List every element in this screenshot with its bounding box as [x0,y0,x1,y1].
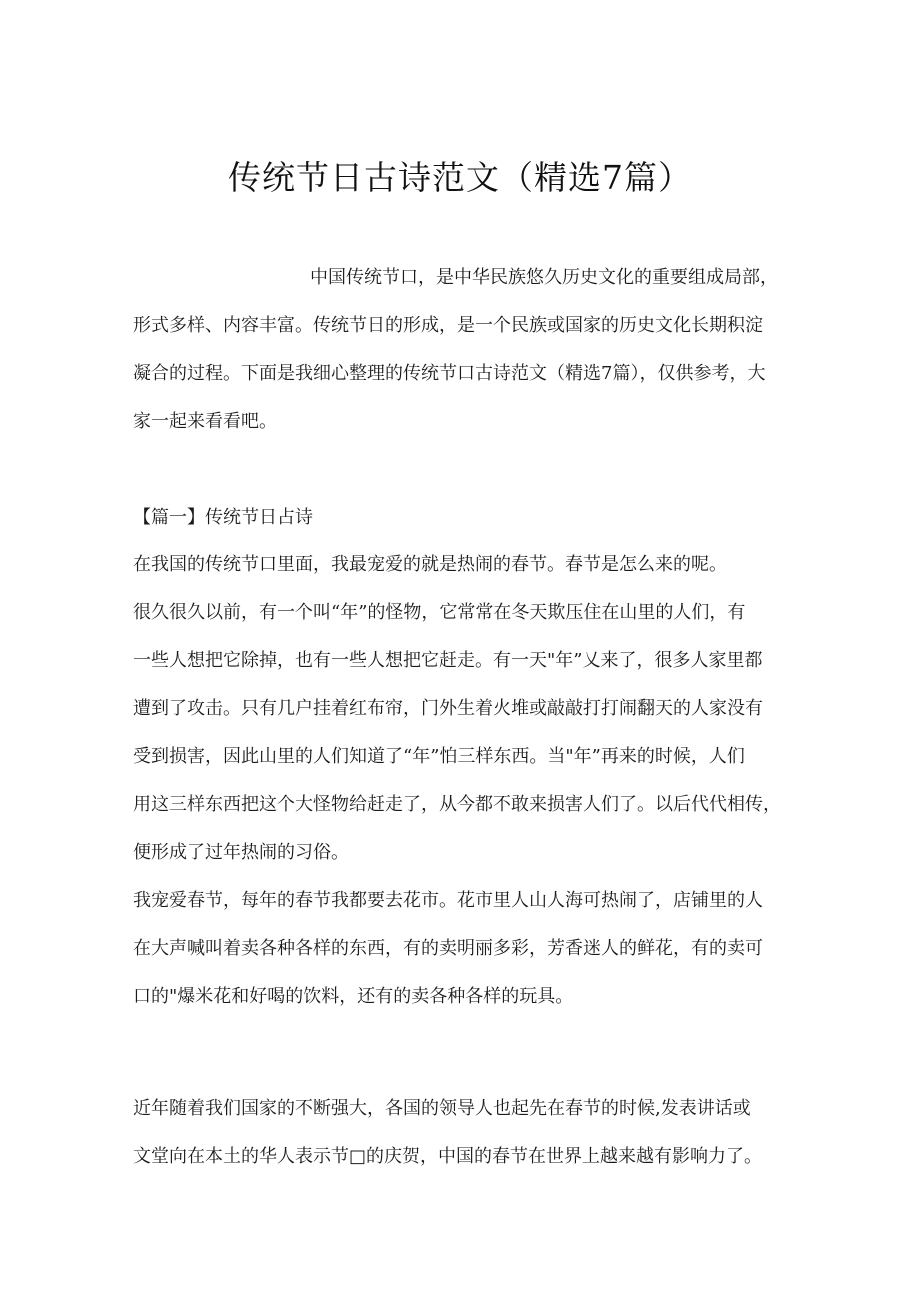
body-line-9: 在大声喊叫着卖各种各样的东西，有的卖明丽多彩，芳香迷人的鲜花，有的卖可 [133,938,763,959]
body-line-10: 口的"爆米花和好喝的饮料，还有的卖各种各样的玩具。 [133,986,574,1007]
intro-line-3: 凝合的过程。下面是我细心整理的传统节口古诗范文（精选7篇），仅供参考，大 [133,363,766,384]
body-line-7: 便形成了过年热闹的习俗。 [133,842,349,863]
body-line-8: 我宠爱春节，每年的春节我都要去花市。花市里人山人海可热闹了，店铺里的人 [133,890,763,911]
intro-line-1: 中国传统节口，是中华民族悠久历史文化的重要组成局部， [310,267,778,288]
intro-line-2: 形式多样、内容丰富。传统节日的形成，是一个民族或国家的历史文化长期积淀 [133,315,763,336]
body-line-4: 遭到了攻击。只有几户挂着红布帘，门外生着火堆或敲敲打打闹翻天的人家没有 [133,698,763,719]
body-line-1: 在我国的传统节口里面，我最宠爱的就是热闹的春节。春节是怎么来的呢。 [133,554,727,575]
section-heading: 【篇一】传统节日占诗 [133,507,313,528]
document-title: 传统节日古诗范文（精选7篇） [228,158,692,198]
body-line-6: 用这三样东西把这个大怪物给赶走了，从今都不敢来损害人们了。以后代代相传， [133,794,781,815]
closing-line-2: 文堂向在本土的华人表示节□的庆贺，中国的春节在世界上越来越有影响力了。 [133,1146,763,1167]
intro-line-4: 家一起来看看吧。 [133,411,277,432]
body-line-5: 受到损害，因此山里的人们知道了“年”怕三样东西。当"年”再来的时候，人们 [133,746,745,767]
closing-line-1: 近年随着我们国家的不断强大，各国的领导人也起先在春节的时候,发表讲话或 [133,1098,751,1119]
body-line-2: 很久很久以前，有一个叫“年”的怪物，它常常在冬天欺压住在山里的人们，有 [133,602,746,623]
body-line-3: 一些人想把它除掉，也有一些人想把它赶走。有一天"年”乂来了，很多人家里都 [133,650,763,671]
